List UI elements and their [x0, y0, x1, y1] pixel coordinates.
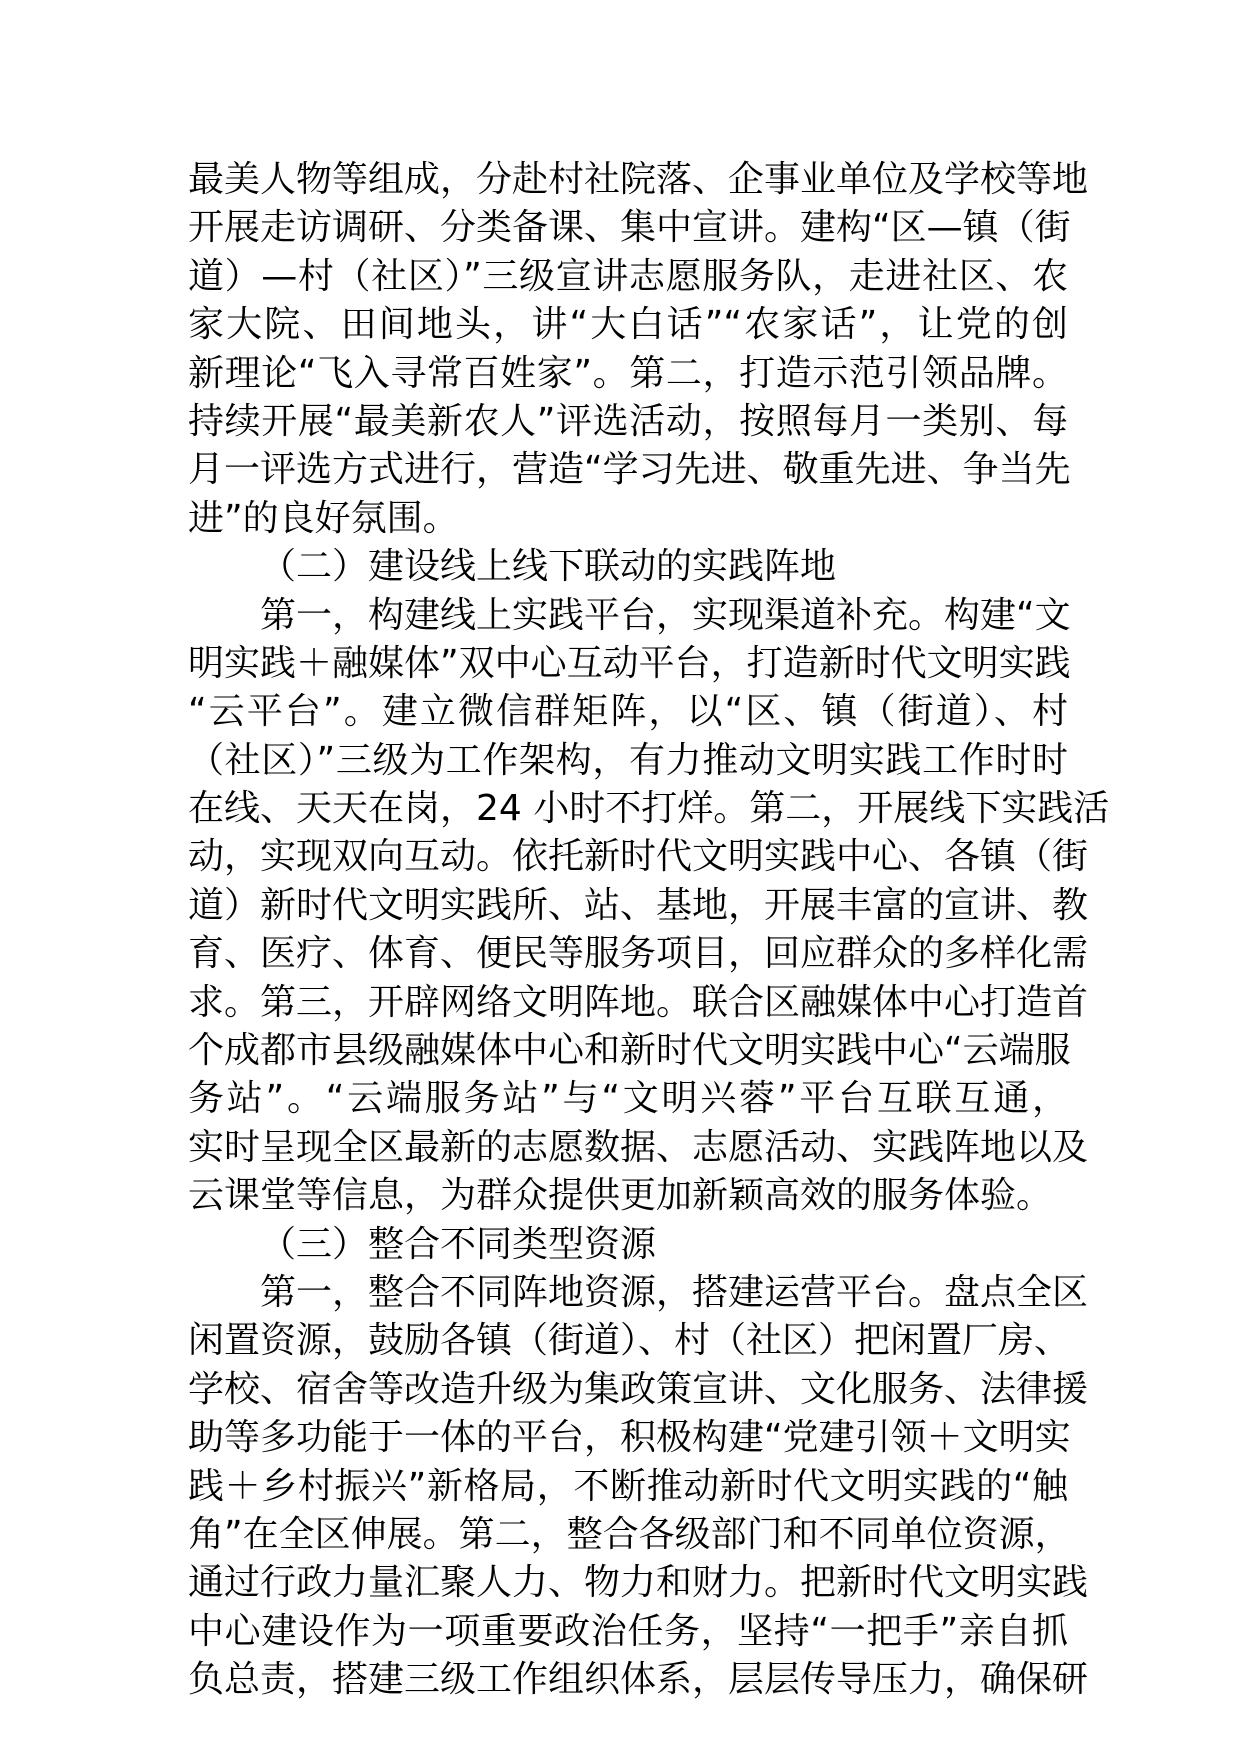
paragraph-first-line: 第一，构建线上实践平台，实现渠道补充。构建“文 [260, 594, 1071, 636]
text-line: 明实践＋融媒体”双中心互动平台，打造新时代文明实践 [188, 642, 1071, 684]
text-line: 在线、天天在岗，24 小时不打烊。第二，开展线下实践活 [188, 788, 1110, 830]
text-line: 进”的良好氛围。 [188, 497, 459, 539]
text-line: 个成都市县级融媒体中心和新时代文明实践中心“云端服 [188, 1030, 1071, 1072]
text-line: 闲置资源，鼓励各镇（街道）、村（社区）把闲置厂房、 [188, 1320, 1071, 1362]
text-line: 实时呈现全区最新的志愿数据、志愿活动、实践阵地以及 [188, 1126, 1089, 1168]
text-line: 动，实现双向互动。依托新时代文明实践中心、各镇（街 [188, 836, 1089, 878]
text-line: 云课堂等信息，为群众提供更加新颖高效的服务体验。 [188, 1175, 1053, 1217]
text-line: 助等多功能于一体的平台，积极构建“党建引领＋文明实 [188, 1417, 1071, 1459]
text-line: 最美人物等组成，分赴村社院落、企事业单位及学校等地 [188, 159, 1089, 200]
text-line: “云平台”。建立微信群矩阵，以“区、镇（街道）、村 [188, 691, 1068, 733]
section-heading: （二）建设线上线下联动的实践阵地 [260, 546, 837, 588]
text-line: 通过行政力量汇聚人力、物力和财力。把新时代文明实践 [188, 1562, 1089, 1604]
paragraph-first-line: 第一，整合不同阵地资源，搭建运营平台。盘点全区 [260, 1271, 1089, 1313]
document-body [188, 156, 1110, 1705]
section-heading: （三）整合不同类型资源 [260, 1223, 657, 1265]
text-line: 践＋乡村振兴”新格局，不断推动新时代文明实践的“触 [188, 1465, 1068, 1507]
text-line: 学校、宿舍等改造升级为集政策宣讲、文化服务、法律援 [188, 1368, 1089, 1410]
text-line: 负总责，搭建三级工作组织体系，层层传导压力，确保研 [188, 1659, 1089, 1701]
text-line: （社区）”三级为工作架构，有力推动文明实践工作时时 [188, 739, 1068, 781]
text-line: 中心建设作为一项重要政治任务，坚持“一把手”亲自抓 [188, 1610, 1068, 1652]
text-line: 道）—村（社区）”三级宣讲志愿服务队，走进社区、农 [188, 255, 1068, 297]
text-line: 求。第三，开辟网络文明阵地。联合区融媒体中心打造首 [188, 981, 1089, 1023]
text-line: 开展走访调研、分类备课、集中宣讲。建构“区—镇（街 [188, 207, 1071, 249]
text-line: 角”在全区伸展。第二，整合各级部门和不同单位资源， [188, 1513, 1071, 1555]
text-line: 育、医疗、体育、便民等服务项目，回应群众的多样化需 [188, 933, 1089, 975]
text-line: 务站”。“云端服务站”与“文明兴蓉”平台互联互通， [188, 1078, 1068, 1120]
text-line: 持续开展“最美新农人”评选活动，按照每月一类别、每 [188, 400, 1068, 442]
text-line: 家大院、田间地头，讲“大白话”“农家话”，让党的创 [188, 304, 1068, 346]
text-line: 道）新时代文明实践所、站、基地，开展丰富的宣讲、教 [188, 884, 1089, 926]
text-line: 新理论“飞入寻常百姓家”。第二，打造示范引领品牌。 [188, 352, 1068, 394]
text-line: 月一评选方式进行，营造“学习先进、敬重先进、争当先 [188, 449, 1071, 491]
